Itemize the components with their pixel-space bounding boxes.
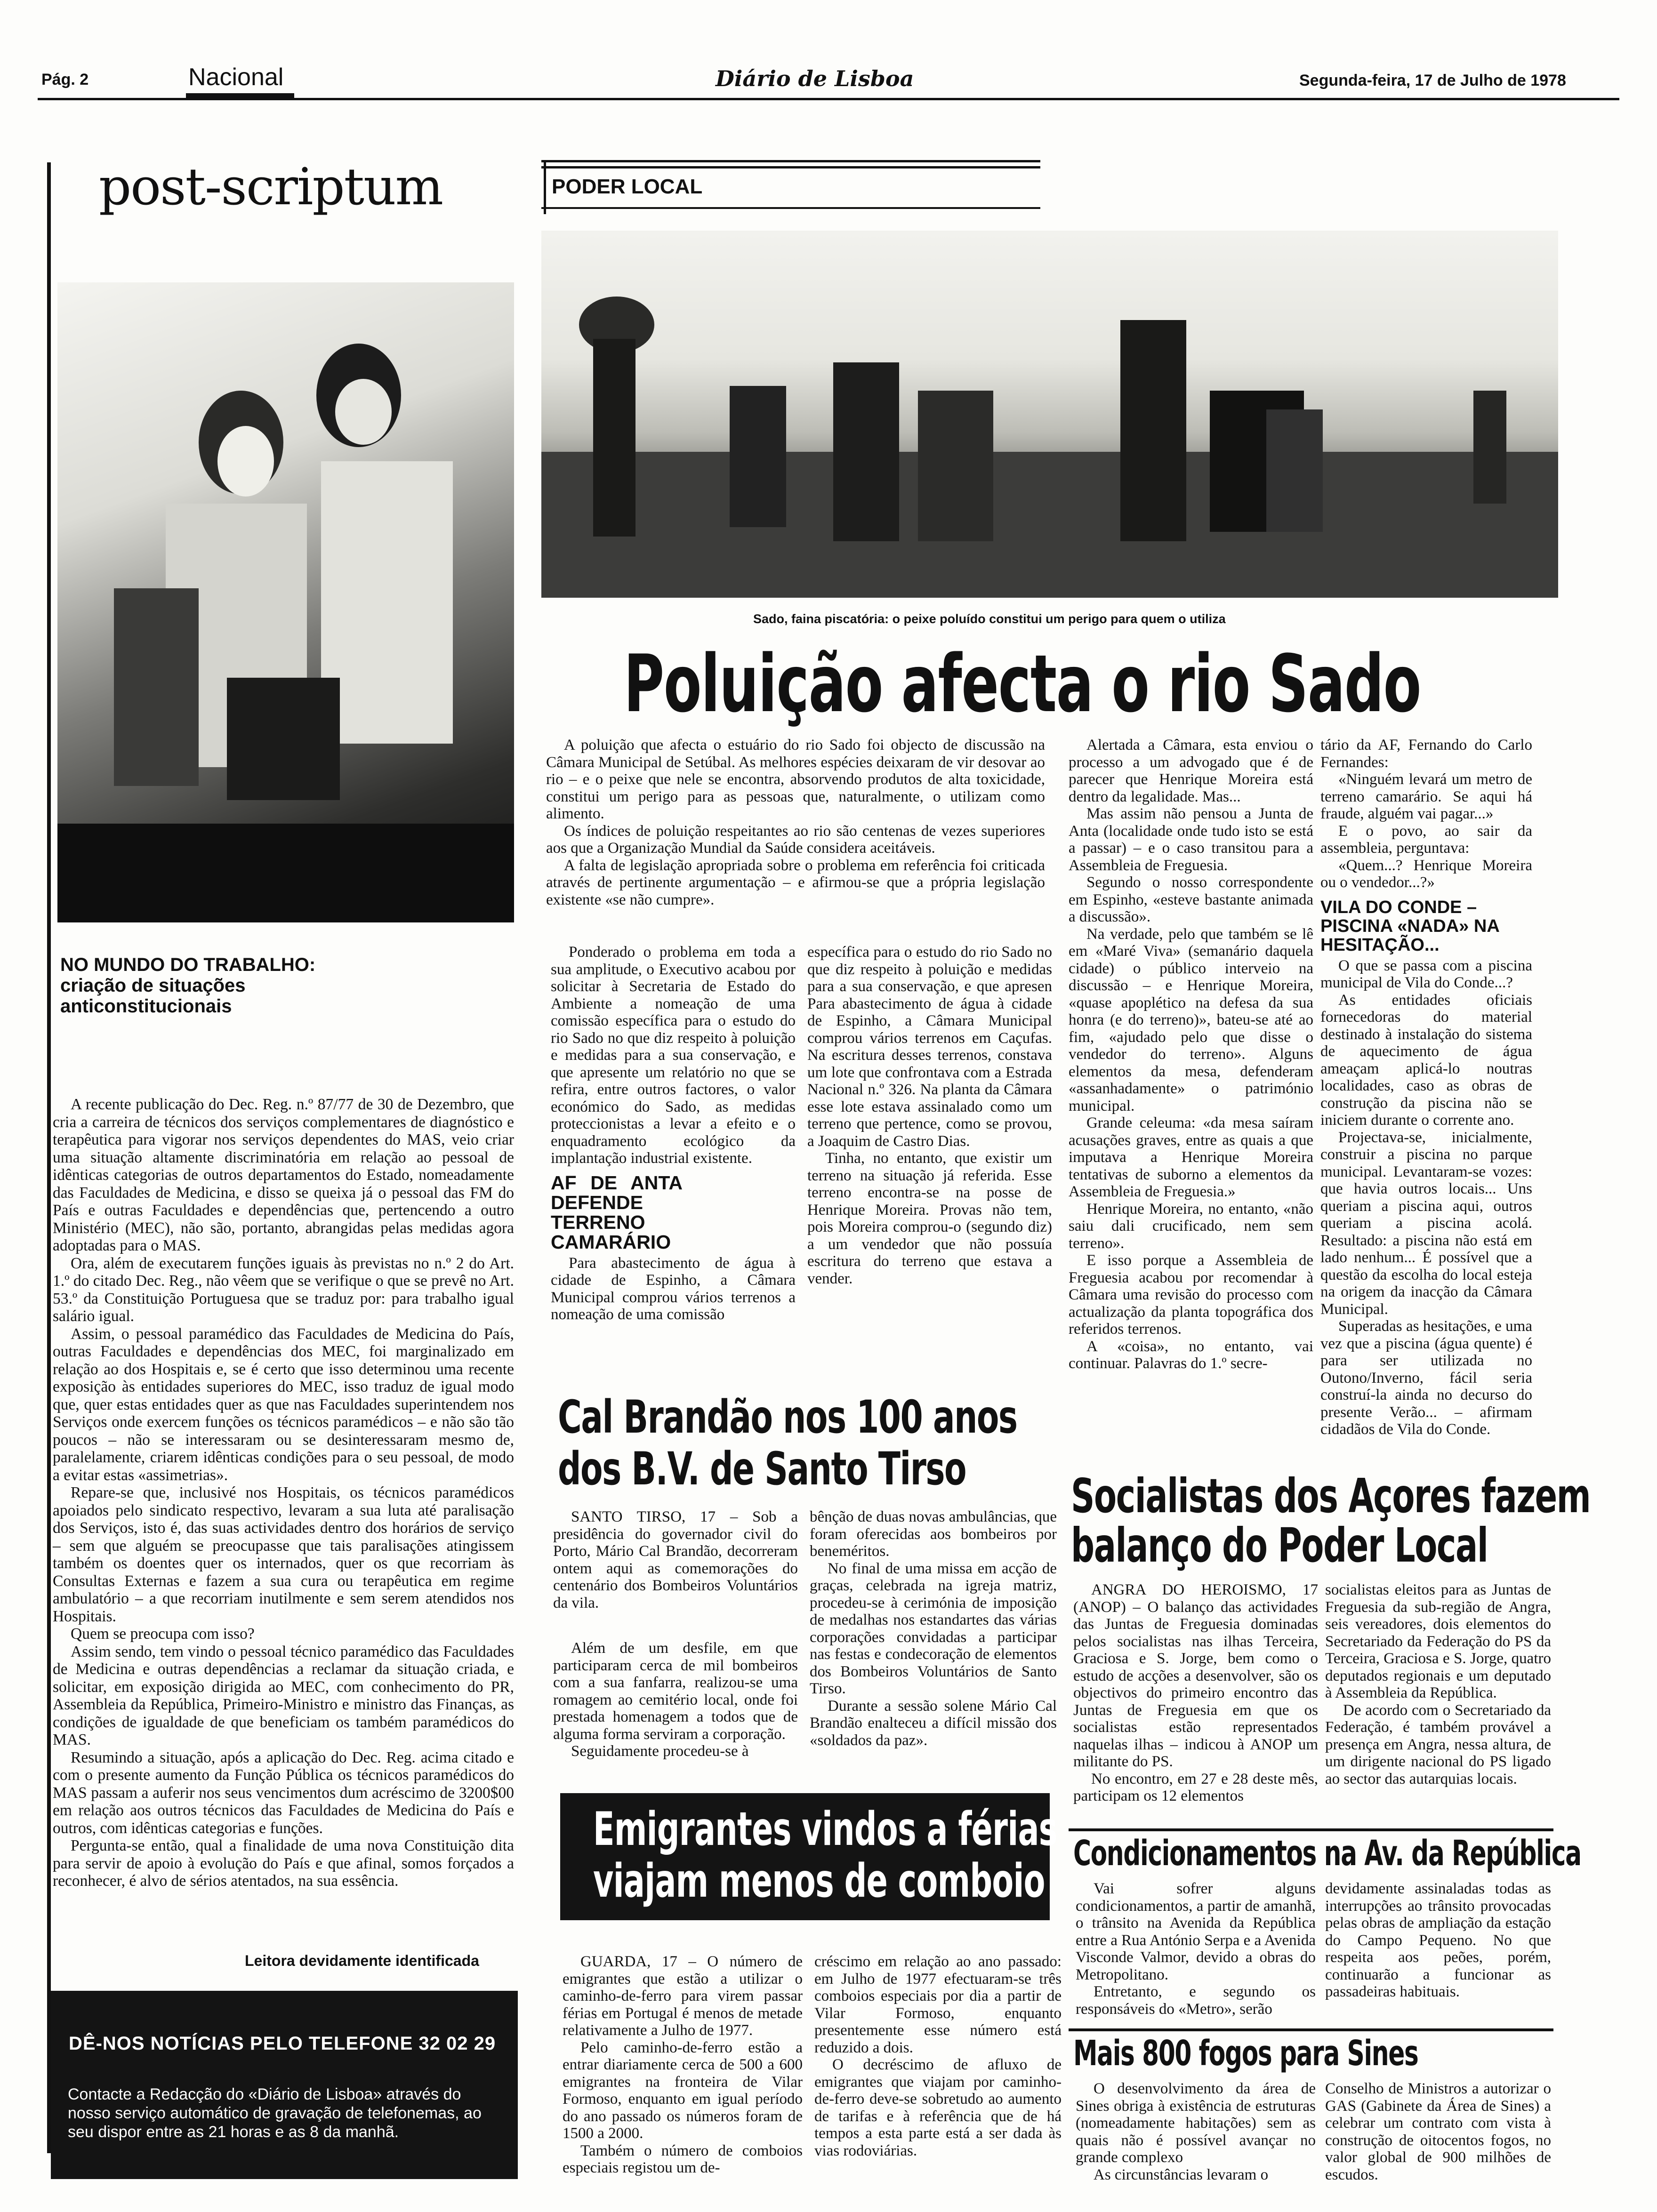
sado-fishing-photo-art bbox=[541, 231, 1558, 598]
postscriptum-paragraph: Assim sendo, tem vindo o pessoal técnico paramédico das Faculdades de Medicina e outras dependências a reclamar da situação criada, e solicitar, em exposição dirigida ao MEC, com conhecimento do PR, Assembleia da República, Primeiro-Ministro e ministro das Finanças, as condições de igualdade de que beneficiam os também paramédicos do MAS. bbox=[53, 1643, 514, 1748]
sado-paragraph: E o povo, ao sair da assembleia, perguntava: bbox=[1320, 822, 1532, 857]
sines-paragraph: Conselho de Ministros a autorizar o GAS (Gabinete da Área de Sines) a celebrar um contrato com vista à construção de oitocentos fogos, no valor global de 900 milhões de escudos. bbox=[1325, 2080, 1551, 2183]
sado-col-2 bbox=[807, 944, 1052, 1287]
postscriptum-paragraph: Ora, além de executarem funções iguais às previstas no n.º 2 do Art. 1.º do citado Dec. Reg., não vêem que se verifique o que se prevê no Art. 53.º da Constituição Portuguesa que se traduz por: para trabalho igual salário igual. bbox=[53, 1254, 514, 1325]
acores-paragraph: socialistas eleitos para as Juntas de Freguesia da sub-região de Angra, seis vereadores, dois elementos do Secretariado da Federação do PS da Terceira, Graciosa e S. Jorge, quatro deputados regionais e um deputado à Assembleia da República. bbox=[1325, 1581, 1551, 1701]
sado-paragraph: Para abastecimento de água à cidade de Espinho, a Câmara Municipal comprou vários terrenos a nomeação de uma comissão bbox=[551, 1254, 796, 1323]
rubric-left-rule bbox=[544, 162, 546, 214]
calbrandao-col-2 bbox=[810, 1508, 1057, 1749]
sado-col-3 bbox=[1069, 737, 1313, 1372]
sado-paragraph: tário da AF, Fernando do Carlo Fernandes: bbox=[1320, 737, 1532, 771]
emigrantes-col-1 bbox=[563, 1953, 803, 2177]
news-tip-text: Contacte a Redacção do «Diário de Lisboa» através do nosso serviço automático de gravação de telefonemas, ao seu dispor entre as 21 horas e as 8 da manhã. bbox=[68, 2085, 482, 2141]
sines-paragraph: As circunstâncias levaram o bbox=[1094, 2166, 1269, 2183]
sado-paragraph: Segundo o nosso correspondente em Espinho, «esteve bastante animada a discussão». bbox=[1069, 874, 1313, 925]
sado-col-1 bbox=[551, 944, 796, 1323]
subhead-af-anta: AF DE ANTA DEFENDE TERRENO CAMARÁRIO bbox=[551, 1171, 683, 1253]
rubric-rule-top-2 bbox=[541, 166, 1040, 168]
photo-caption-label: Sado, faina piscatória: bbox=[753, 612, 889, 626]
avrepublica-headline: Condicionamentos na Av. da República bbox=[1073, 1833, 1581, 1874]
emigrantes-headline-2: viajam menos de comboio bbox=[593, 1854, 1045, 1908]
sado-paragraph: Henrique Moreira, no entanto, «não saiu dali crucificado, nem sem terreno». bbox=[1069, 1200, 1313, 1252]
postscriptum-signature: Leitora devidamente identificada bbox=[245, 1952, 479, 1969]
acores-paragraph: ANGRA DO HEROISMO, 17 (ANOP) – O balanço das actividades das Juntas de Freguesia dominadas pelos socialistas nas ilhas Terceira, Graciosa e S. Jorge, bem como o estudo de acções a desenvolver, são os objectivos do primeiro encontro das Juntas de Freguesia em que os socialistas estão representados naquelas ilhas – indicou à ANOP um militante do PS. bbox=[1073, 1581, 1318, 1770]
sado-lead-paragraph: A poluição que afecta o estuário do rio Sado foi objecto de discussão na Câmara Municipal de Setúbal. As melhores espécies deixaram de vir desovar ao rio – e o peixe que nele se encontra, absorvendo produtos de alta toxicidade, constitui um perigo para as pessoas que, naturalmente, o utilizam como alimento. bbox=[546, 737, 1045, 822]
calbrandao-headline-2: dos B.V. de Santo Tirso bbox=[558, 1443, 966, 1495]
postscriptum-paragraph: Resumindo a situação, após a aplicação do Dec. Reg. acima citado e com o presente aumento da Função Pública os técnicos paramédicos do MAS passam a auferir nos seus vencimentos dum acréscimo de 3200$00 em relação aos outros técnicos das Faculdades de Medicina do País e outros, com idênticas categorias e funções. bbox=[53, 1748, 514, 1837]
avrepublica-paragraph: devidamente assinaladas todas as interrupções ao trânsito provocadas pelas obras de ampliação da estação do Campo Pequeno. No que respeita aos peões, porém, continuarão a funcionar as passadeiras habituais. bbox=[1325, 1880, 1551, 2000]
rubric-rule-bottom bbox=[541, 207, 1040, 209]
emigrantes-paragraph: Pelo caminho-de-ferro estão a entrar diariamente cerca de 500 a 600 emigrantes na fronteira de Vilar Formoso, enquanto em igual período do ano passado os números foram de 1500 a 2000. bbox=[563, 2039, 803, 2142]
acores-paragraph: De acordo com o Secretariado da Federação, é também provável a presença em Angra, nessa altura, de um dirigente nacional do PS ligado ao sector das autarquias locais. bbox=[1325, 1701, 1551, 1787]
avrepublica-col-2 bbox=[1325, 1880, 1551, 2001]
calbrandao-paragraph: Seguidamente procedeu-se à bbox=[571, 1743, 749, 1760]
sado-paragraph: Superadas as hesitações, e uma vez que a piscina (água quente) é para ser utilizada no Outono/Inverno, fácil seria construí-la ainda no decurso do presente Verão... – afirmam cidadãos de Vila do Conde. bbox=[1320, 1318, 1532, 1438]
photo-caption bbox=[753, 612, 1226, 626]
calbrandao-col-1 bbox=[553, 1508, 798, 1760]
postscriptum-kicker: NO MUNDO DO TRABALHO: bbox=[60, 954, 316, 975]
sado-paragraph: «Ninguém levará um metro de terreno camarário. Se aqui há fraude, alguém vai pagar...» bbox=[1320, 771, 1532, 822]
sado-paragraph: O que se passa com a piscina municipal de Vila do Conde...? bbox=[1320, 957, 1532, 991]
sines-col-1 bbox=[1076, 2080, 1316, 2183]
sado-paragraph: Tinha, no entanto, que existir um terreno na situação já referida. Esse terreno encontra-se na posse de Henrique Moreira. Provas não tem, pois Moreira comprou-o (segundo diz) a um vendedor que não possuía escritura do terreno que estava a vender. bbox=[807, 1150, 1052, 1287]
sines-paragraph: O desenvolvimento da área de Sines obriga à existência de estruturas (nomeadamente habitações) sem as quais não é possível avançar no grande complexo bbox=[1076, 2080, 1316, 2166]
postscriptum-paragraph: Repare-se que, inclusivé nos Hospitais, os técnicos paramédicos apoiados pelo sindicato respectivo, levaram a sua luta até paralisação dos Serviços, isto é, das suas actividades dentro dos horários de serviço – sem que alguém se preocupasse que tais paralisações atingissem também os doentes quer os internados, quer os que recorriam às Consultas Externas e fazem a sua cura ou terapêutica em regime ambulatório – a que recorriam inutilmente e sem serem atendidos nos Hospitais. bbox=[53, 1484, 514, 1625]
calbrandao-paragraph: bênção de duas novas ambulâncias, que foram oferecidas aos bombeiros por beneméritos. bbox=[810, 1508, 1057, 1560]
masthead: Diário de Lisboa bbox=[716, 66, 914, 91]
emigrantes-col-2 bbox=[814, 1953, 1062, 2159]
avrepublica-paragraph: Entretanto, e segundo os responsáveis do «Metro», serão bbox=[1076, 1983, 1316, 2018]
acores-paragraph: No encontro, em 27 e 28 deste mês, participam os 12 elementos bbox=[1073, 1770, 1318, 1804]
sado-paragraph: As entidades oficiais fornecedoras do material destinado à instalação do sistema de aquecimento de água ameaçam aplicá-lo noutras localidades, caso as obras de construção da piscina não se iniciem durante o corrente ano. bbox=[1320, 991, 1532, 1129]
emigrantes-paragraph: O decréscimo de afluxo de emigrantes que viajam por caminho-de-ferro deve-se sobretudo ao aumento de tarifas e à referência que de há tempos a esta parte está a ser dada às vias rodoviárias. bbox=[814, 2056, 1062, 2159]
sado-paragraph: «Quem...? Henrique Moreira ou o vendedor...?» bbox=[1320, 857, 1532, 891]
acores-headline-2: balanço do Poder Local bbox=[1071, 1518, 1488, 1573]
section-underline bbox=[186, 93, 294, 98]
subhead-vila-do-conde: VILA DO CONDE – PISCINA «NADA» NA HESITAÇÃO... bbox=[1320, 897, 1499, 955]
sado-paragraph: Alertada a Câmara, esta enviou o processo a um advogado que é de parecer que Henrique Moreira está dentro da legalidade. Mas... bbox=[1069, 737, 1313, 805]
sado-paragraph: A «coisa», no entanto, vai continuar. Palavras do 1.º secre- bbox=[1069, 1338, 1313, 1372]
emigrantes-paragraph: créscimo em relação ao ano passado: em Julho de 1977 efectuaram-se três comboios especiais por dia a partir de Vilar Formoso, enquanto presentemente esse número está reduzido a dois. bbox=[814, 1953, 1062, 2056]
emigrantes-paragraph: Também o número de comboios especiais registou um de- bbox=[563, 2142, 803, 2176]
section-name: Nacional bbox=[188, 64, 284, 91]
calbrandao-paragraph: SANTO TIRSO, 17 – Sob a presidência do governador civil do Porto, Mário Cal Brandão, decorreram ontem aqui as comemorações do centenário dos Bombeiros Voluntários da vila. bbox=[553, 1508, 798, 1611]
sado-paragraph: Ponderado o problema em toda a sua amplitude, o Executivo acabou por solicitar à Secretaria de Estado do Ambiente a nomeação de uma comissão específica para o estudo do rio Sado no que diz respeito à poluição e medidas para a sua conservação, e que apresente um relatório no que se refira, entre outros factores, o valor económico do Sado, as medidas proteccionistas a levar a efeito e o enquadramento ecológico da implantação industrial existente. bbox=[551, 944, 796, 1167]
sado-paragraph: E isso porque a Assembleia de Freguesia acabou por recomendar à Câmara uma revisão do processo com actualização da planta topográfica dos referidos terrenos. bbox=[1069, 1252, 1313, 1338]
laboratory-photo-art bbox=[57, 282, 514, 922]
calbrandao-paragraph: No final de uma missa em acção de graças, celebrada na igreja matriz, procedeu-se à cerimónia de imposição de medalhas nos estandartes das várias corporações convidadas a participar nas festas e condecoração de elementos dos Bombeiros Voluntários de Santo Tirso. bbox=[810, 1560, 1057, 1697]
acores-col-2 bbox=[1325, 1581, 1551, 1787]
emigrantes-paragraph: GUARDA, 17 – O número de emigrantes que estão a utilizar o caminho-de-ferro para virem passar férias em Portugal é menos de metade relativamente a Julho de 1977. bbox=[563, 1953, 803, 2039]
rubric-rule-top bbox=[541, 160, 1040, 162]
sado-lead-paragraph: Os índices de poluição respeitantes ao rio são centenas de vezes superiores aos que a Organização Mundial da Saúde considera aceitáveis. bbox=[546, 822, 1045, 857]
sado-headline: Poluição afecta o rio Sado bbox=[624, 638, 1421, 730]
postscriptum-body bbox=[53, 1096, 514, 1890]
sado-paragraph: Mas assim não pensou a Junta de Anta (localidade onde tudo isto se está a passar) – e o caso transitou para a Assembleia de Freguesia. bbox=[1069, 805, 1313, 874]
sado-fishing-photo bbox=[541, 231, 1558, 598]
postscriptum-paragraph: A recente publicação do Dec. Reg. n.º 87/77 de 30 de Dezembro, que cria a carreira de técnicos dos serviços complementares de diagnóstico e terapêutica para vigorar nos serviços dependentes do MAS, veio criar uma situação altamente discriminatória em relação ao pessoal de idênticas categorias de outros departamentos do Estado, nomeadamente das Faculdades de Medicina, e disso se queixa já o pessoal das FM do País e outras Faculdades e dependências que, pertencendo a outro Ministério (MEC), não são, portanto, abrangidas pelas medidas agora adoptadas para o MAS. bbox=[53, 1096, 514, 1254]
laboratory-photo bbox=[57, 282, 514, 922]
sado-lead-paragraph: A falta de legislação apropriada sobre o problema em referência foi criticada através de pertinente argumentação – e afirmou-se que a própria legislação existente «se não cumpre». bbox=[546, 857, 1045, 908]
calbrandao-paragraph: Além de um desfile, em que participaram cerca de mil bombeiros com a sua fanfarra, realizou-se uma romagem ao cemitério local, onde foi prestada homenagem a todos que de alguma forma serviram a corporação. bbox=[553, 1640, 798, 1743]
postscriptum-left-rule bbox=[47, 162, 51, 2153]
page-number: Pág. 2 bbox=[41, 71, 89, 88]
sado-col-4 bbox=[1320, 737, 1532, 1438]
sado-paragraph: específica para o estudo do rio Sado no que diz respeito à poluição e medidas para a sua conservação, e que apresen Para abastecimento de água à cidade de Espinho, a Câmara Municipal comprou vários terrenos em Caçufas. Na escritura desses terrenos, constava um lote que confrontava com a Estrada Nacional n.º 326. Na planta da Câmara esse lote estava assinalado como um terreno que pertence, como se provou, a Joaquim de Castro Dias. bbox=[807, 944, 1052, 1150]
photo-caption-text: o peixe poluído constitui um perigo para quem o utiliza bbox=[889, 612, 1226, 626]
postscriptum-title: post-scriptum bbox=[99, 158, 443, 216]
avrepublica-rule bbox=[1069, 1828, 1553, 1831]
sines-col-2 bbox=[1325, 2080, 1551, 2183]
postscriptum-paragraph: Quem se preocupa com isso? bbox=[71, 1625, 255, 1643]
sado-paragraph: Na verdade, pelo que também se lê em «Maré Viva» (semanário daquela cidade) o público interveio na discussão – e Henrique Moreira, «quase apoplético na defesa da sua honra (e do terreno)», bateu-se até ao fim, «ajudado pelo que disse o vendedor do terreno». Alguns elementos da mesa, defenderam «assanhadamente» o património municipal. bbox=[1069, 925, 1313, 1114]
news-tip-box bbox=[51, 1991, 518, 2179]
header-rule bbox=[38, 98, 1619, 100]
emigrantes-headline-box bbox=[560, 1793, 1057, 1920]
sado-paragraph: Grande celeuma: «da mesa saíram acusações graves, entre as quais a que imputava a Henrique Moreira tentativas de suborno a elementos da Assembleia de Freguesia.» bbox=[1069, 1114, 1313, 1200]
sines-rule bbox=[1069, 2028, 1553, 2031]
postscriptum-paragraph: Assim, o pessoal paramédico das Faculdades de Medicina do País, outras Faculdades e dependências dos MEC, foi marginalizado em relação ao dos Hospitais e, se é certo que isso determinou uma recente exposição às entidades superiores do MEC, isso traduz de igual modo que, quer estas entidades quer as que nas Faculdades superintendem nos Serviços onde exercem funções os técnicos paramédicos – e não são tão poucos – não se interessaram ou se desinteressaram mesmo de, paralelamente, criarem idênticas condições para o seu pessoal, de modo a evitar estas «assimetrias». bbox=[53, 1325, 514, 1484]
calbrandao-paragraph: Durante a sessão solene Mário Cal Brandão enalteceu a difícil missão dos «soldados da paz». bbox=[810, 1697, 1057, 1749]
avrepublica-paragraph: Vai sofrer alguns condicionamentos, a partir de amanhã, o trânsito na Avenida da República entre a Rua António Serpa e a Avenida Visconde Valmor, devido a obras do Metropolitano. bbox=[1076, 1880, 1316, 1983]
avrepublica-col-1 bbox=[1076, 1880, 1316, 2018]
postscriptum-paragraph: Pergunta-se então, qual a finalidade de uma nova Constituição dita para servir de apoio à evolução do País e que afinal, somos forçados a reconhecer, é alvo de sérios atentados, na sua essência. bbox=[53, 1837, 514, 1890]
acores-col-1 bbox=[1073, 1581, 1318, 1805]
sado-lead bbox=[546, 737, 1045, 908]
calbrandao-headline-1: Cal Brandão nos 100 anos bbox=[558, 1391, 1017, 1443]
rubric-poder-local: PODER LOCAL bbox=[552, 175, 703, 198]
sines-headline: Mais 800 fogos para Sines bbox=[1073, 2033, 1418, 2074]
postscriptum-headline: criação de situações anticonstitucionais bbox=[60, 975, 246, 1017]
acores-headline-1: Socialistas dos Açores fazem bbox=[1071, 1468, 1591, 1523]
page-date: Segunda-feira, 17 de Julho de 1978 bbox=[1299, 72, 1566, 89]
news-tip-title: DÊ-NOS NOTÍCIAS PELO TELEFONE 32 02 29 bbox=[69, 2033, 496, 2054]
sado-paragraph: Projectava-se, inicialmente, construir a piscina no parque municipal. Levantaram-se vozes: que havia outros locais... Uns queriam a piscina aqui, outros queriam a piscina acolá. Resultado: a piscina não está em lado nenhum... É possível que a questão da escolha do local esteja na origem da inacção da Câmara Municipal. bbox=[1320, 1129, 1532, 1318]
emigrantes-headline-1: Emigrantes vindos a férias bbox=[593, 1803, 1057, 1856]
